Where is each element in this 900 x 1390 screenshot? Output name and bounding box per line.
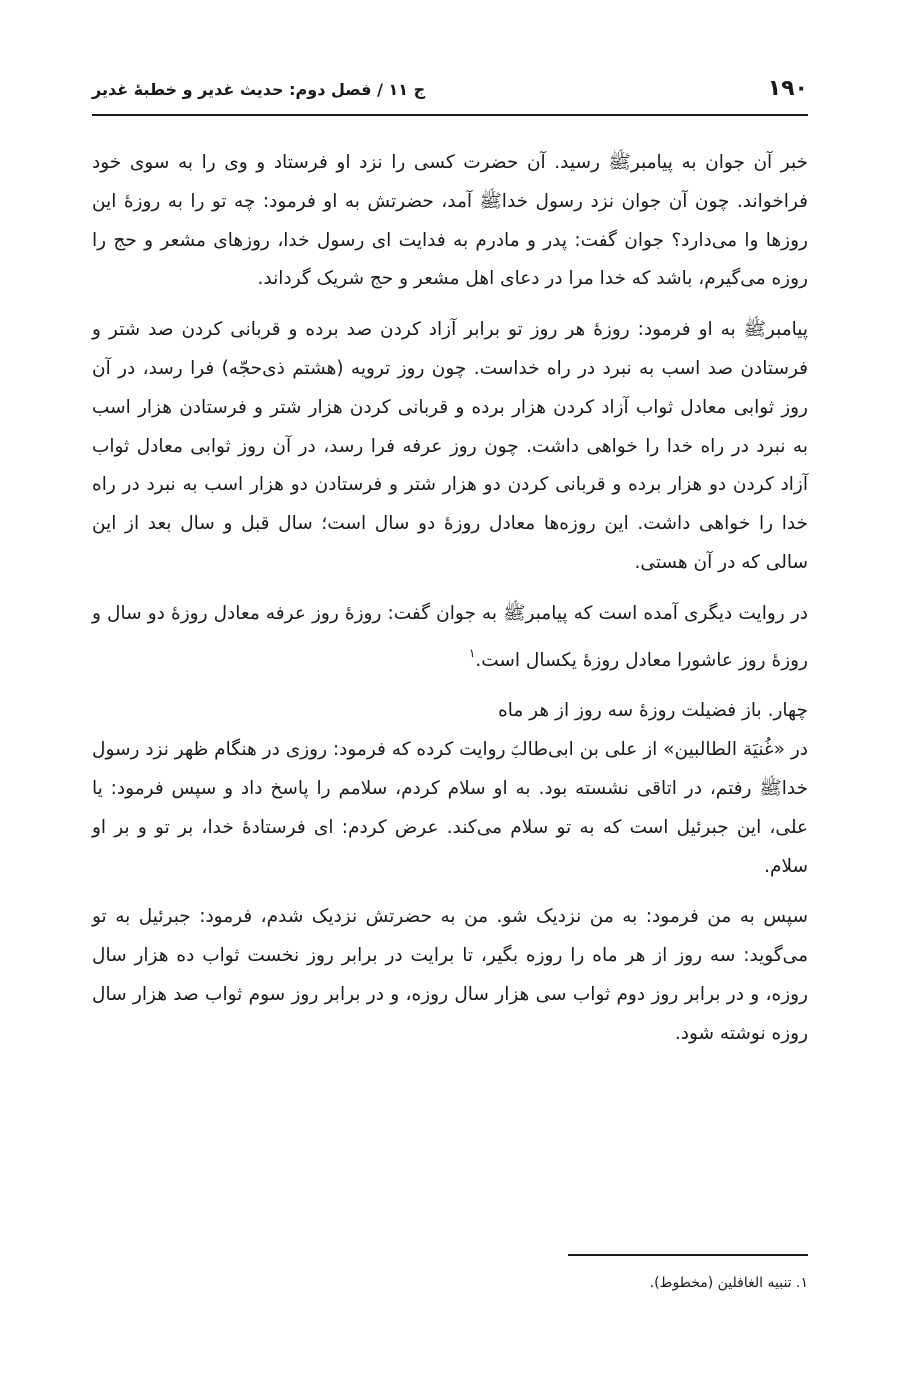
paragraph-3-text: در روایت دیگری آمده است که پیامبرﷺ به جوان گفت: روزۀ روز عرفه معادل روزۀ دو سال و روزۀ روز عاشورا معادل روزۀ یکسال است.	[92, 602, 808, 671]
page-header	[92, 74, 808, 116]
paragraph-5: سپس به من فرمود: به من نزدیک شو. من به حضرتش نزدیک شدم، فرمود: جبرئیل به تو می‌گوید: سه روز از هر ماه را روزه بگیر، تا برایت در برابر روز نخست ثواب ده هزار سال روزه، و در برابر روز دوم ثواب سی هزار سال روزه، و در برابر روز سوم ثواب صد هزار سال روزه نوشته شود.	[92, 906, 808, 1044]
paragraph-1: خبر آن جوان به پیامبرﷺ رسید. آن حضرت کسی را نزد او فرستاد و وی را به سوی خود فراخواند. چون آن جوان نزد رسول خداﷺ آمد، حضرتش به او فرمود: چه تو را به روزۀ این روزها وا می‌دارد؟ جوان گفت: پدر و مادرم به فدایت ای رسول خدا، روزهای مشعر و حج را روزه می‌گیرم، باشد که خدا مرا در دعای اهل مشعر و حج شریک گرداند.	[92, 152, 808, 290]
paragraph-2: پیامبرﷺ به او فرمود: روزۀ هر روز تو برابر آزاد کردن صد برده و قربانی کردن صد شتر و فرستادن صد اسب به نبرد در راه خداست. چون روز ترویه (هشتم ذی‌حجّه) فرا رسد، در آن روز ثوابی معادل ثواب آزاد کردن هزار برده و قربانی کردن هزار شتر و فرستادن هزار اسب به نبرد در راه خدا را خواهی داشت. چون روز عرفه فرا رسد، در آن روز ثوابی معادل ثواب آزاد کردن دو هزار برده و قربانی کردن دو هزار شتر و فرستادن دو هزار اسب به نبرد در راه خدا را خواهی داشت. این روزه‌ها معادل روزۀ دو سال است؛ سال قبل و سال بعد از این سالی که در آن هستی.	[92, 319, 808, 573]
footnote: ۱. تنبیه الغافلین (مخطوط).	[649, 1275, 808, 1291]
page-number: ۱۹۰	[767, 76, 808, 101]
section-heading: چهار. باز فضیلت روزۀ سه روز از هر ماه	[498, 700, 808, 722]
paragraph-4: در «غُنیَة الطالبین» از علی بن ابی‌طالبؑ روایت کرده که فرمود: روزی در هنگام ظهر نزد رسول خداﷺ رفتم، در اتاقی نشسته بود. به او سلام کردم، سلامم را پاسخ داد و سپس فرمود: یا علی، این جبرئیل است که به تو سلام می‌کند. عرض کردم: ای فرستادۀ خدا، بر تو و بر او سلام.	[92, 739, 808, 877]
footnote-reference[interactable]: ۱	[468, 645, 476, 660]
book-page	[92, 0, 808, 1390]
running-title: ج ۱۱ / فصل دوم: حدیث غدیر و خطبۀ غدیر	[92, 80, 426, 99]
footnote-divider	[568, 1254, 808, 1256]
paragraph-3	[92, 595, 808, 681]
body-text	[92, 144, 808, 1054]
